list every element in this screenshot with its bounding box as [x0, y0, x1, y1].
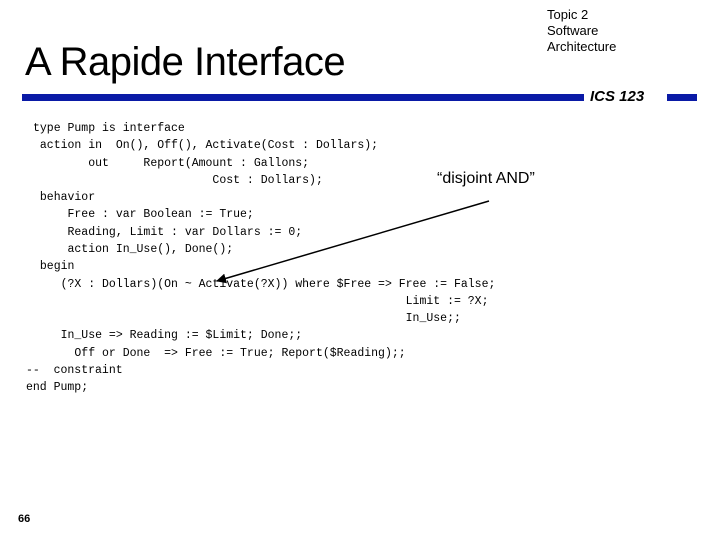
code-line-8: action In_Use(), Done(); — [33, 243, 234, 256]
code-line-10: (?X : Dollars)(On ~ Activate(?X)) where $Free => Free := False; — [33, 278, 496, 291]
code-line-7: Reading, Limit : var Dollars := 0; — [33, 226, 303, 239]
code-line-11: Limit := ?X; — [33, 295, 489, 308]
page-number: 66 — [18, 513, 31, 525]
code-line-16: end Pump; — [26, 381, 89, 394]
topic-line-1: Topic 2 — [547, 7, 589, 22]
topic-line-2: Software — [547, 23, 599, 38]
code-line-9: begin — [33, 260, 75, 273]
code-line-3: out Report(Amount : Gallons; — [33, 157, 310, 170]
code-line-6: Free : var Boolean := True; — [33, 208, 254, 221]
code-line-4: Cost : Dollars); — [33, 174, 323, 187]
course-label: ICS 123 — [590, 88, 645, 105]
code-line-14: Off or Done => Free := True; Report($Reading);; — [33, 347, 406, 360]
topic-line-3: Architecture — [547, 39, 617, 54]
disjoint-and-callout: “disjoint AND” — [437, 170, 535, 187]
code-line-15: -- constraint — [26, 364, 123, 377]
code-line-13: In_Use => Reading := $Limit; Done;; — [33, 329, 303, 342]
code-line-12: In_Use;; — [33, 312, 461, 325]
slide-title: A Rapide Interface — [25, 40, 346, 84]
code-line-5: behavior — [33, 191, 96, 204]
code-line-2: action in On(), Off(), Activate(Cost : Dollars); — [33, 139, 379, 152]
code-line-1: type Pump is interface — [33, 122, 185, 135]
